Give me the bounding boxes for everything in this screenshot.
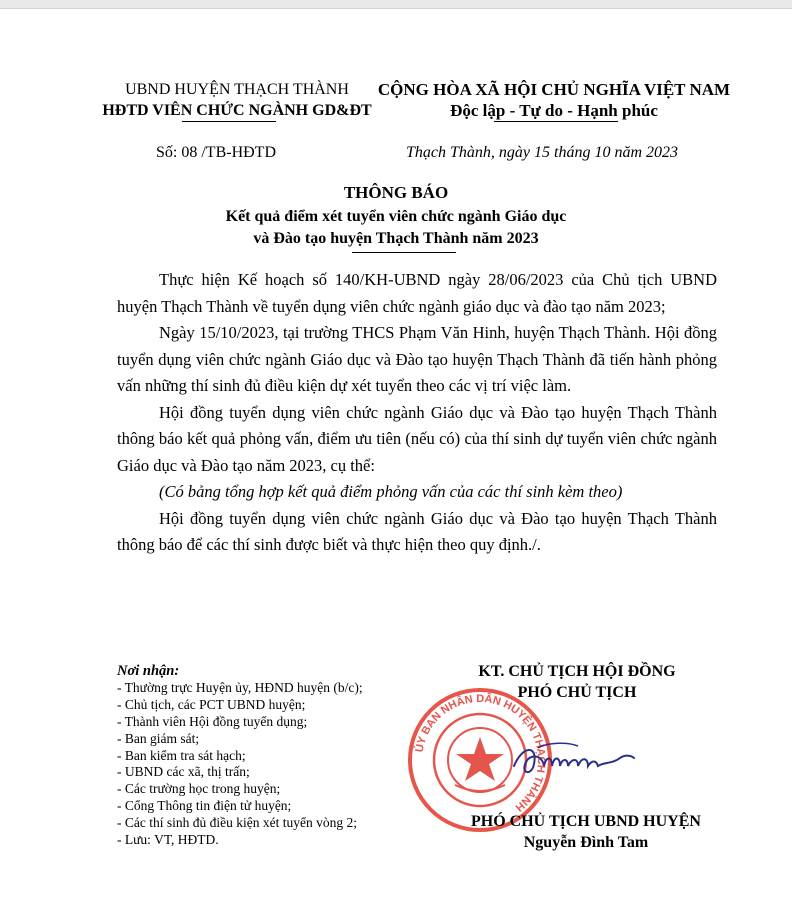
council-name: HĐTD VIÊN CHỨC NGÀNH GD&ĐT: [102, 102, 372, 119]
subtitle-line-2: và Đào tạo huyện Thạch Thành năm 2023: [253, 230, 539, 247]
paragraph-5: Hội đồng tuyển dụng viên chức ngành Giáo dục và Đào tạo huyện Thạch Thành thông báo để các thí sinh được biết và thực hiện theo quy định./.: [117, 508, 717, 554]
recipient-item: - Cổng Thông tin điện tử huyện;: [117, 798, 292, 814]
recipients-heading: Nơi nhận:: [117, 663, 180, 679]
agency-name: UBND HUYỆN THẠCH THÀNH: [125, 81, 349, 98]
national-motto: [366, 79, 742, 121]
motto: Độc lập - Tự do - Hạnh phúc: [450, 101, 658, 120]
paragraph-2: Ngày 15/10/2023, tại trường THCS Phạm Văn Hinh, huyện Thạch Thành. Hội đồng tuyển dụng viên chức ngành Giáo dục và Đào tạo huyện Thạch Thành đã tiến hành phỏng vấn những thí sinh đủ điều kiện dự xét tuyển theo các vị trí việc làm.: [117, 323, 717, 395]
recipient-item: - Các trường học trong huyện;: [117, 781, 281, 797]
country-name: CỘNG HÒA XÃ HỘI CHỦ NGHĨA VIỆT NAM: [377, 80, 731, 99]
handwritten-signature: [508, 736, 638, 786]
signer-title: PHÓ CHỦ TỊCH UBND HUYỆN: [471, 813, 701, 830]
document-title: THÔNG BÁO: [343, 183, 449, 202]
recipient-item: - Thường trực Huyện ủy, HĐND huyện (b/c);: [117, 679, 363, 695]
recipients: [117, 663, 363, 849]
recipient-item: - Chủ tịch, các PCT UBND huyện;: [117, 696, 306, 712]
signatory-capacity: KT. CHỦ TỊCH HỘI ĐỒNG: [478, 663, 676, 680]
recipient-item: - Thành viên Hội đồng tuyển dụng;: [117, 713, 308, 729]
motto-underline: [494, 121, 618, 122]
issuing-agency: [94, 79, 380, 121]
subtitle-underline: [352, 252, 456, 253]
document-subtitle: [0, 206, 792, 250]
viewer-top-bar: [0, 0, 792, 9]
paragraph-1: Thực hiện Kế hoạch số 140/KH-UBND ngày 28/06/2023 của Chủ tịch UBND huyện Thạch Thành về tuyển dụng viên chức ngành giáo dục và đào tạo năm 2023;: [117, 270, 717, 316]
paragraph-3: Hội đồng tuyển dụng viên chức ngành Giáo dục và Đào tạo huyện Thạch Thành thông báo kết quả phỏng vấn, điểm ưu tiên (nếu có) của thí sinh dự tuyển viên chức ngành Giáo dục và Đào tạo năm 2023, cụ thể:: [117, 402, 717, 475]
signer-block: [440, 811, 732, 853]
document-body: [117, 267, 717, 559]
seal-text: ỦY BAN NHÂN DÂN HUYỆN THẠCH THÀNH: [413, 692, 548, 814]
emblem-icon: [448, 728, 512, 792]
recipient-item: - Các thí sinh đủ điều kiện xét tuyển vòng 2;: [117, 815, 357, 831]
attachment-note: (Có bảng tổng hợp kết quả điểm phỏng vấn của các thí sinh kèm theo): [159, 482, 623, 501]
agency-underline: [182, 121, 276, 122]
subtitle-line-1: Kết quả điểm xét tuyển viên chức ngành Giáo dục: [225, 208, 567, 225]
recipient-item: - Ban giám sát;: [117, 730, 200, 746]
recipient-item: - Ban kiểm tra sát hạch;: [117, 747, 246, 763]
document-number: Số: 08 /TB-HĐTD: [156, 144, 276, 161]
place-date: Thạch Thành, ngày 15 tháng 10 năm 2023: [406, 144, 678, 161]
recipient-item: - Lưu: VT, HĐTD.: [117, 832, 219, 848]
signer-name: Nguyễn Đình Tam: [523, 834, 649, 851]
signatory-position: PHÓ CHỦ TỊCH: [517, 684, 637, 701]
recipient-item: - UBND các xã, thị trấn;: [117, 764, 250, 780]
